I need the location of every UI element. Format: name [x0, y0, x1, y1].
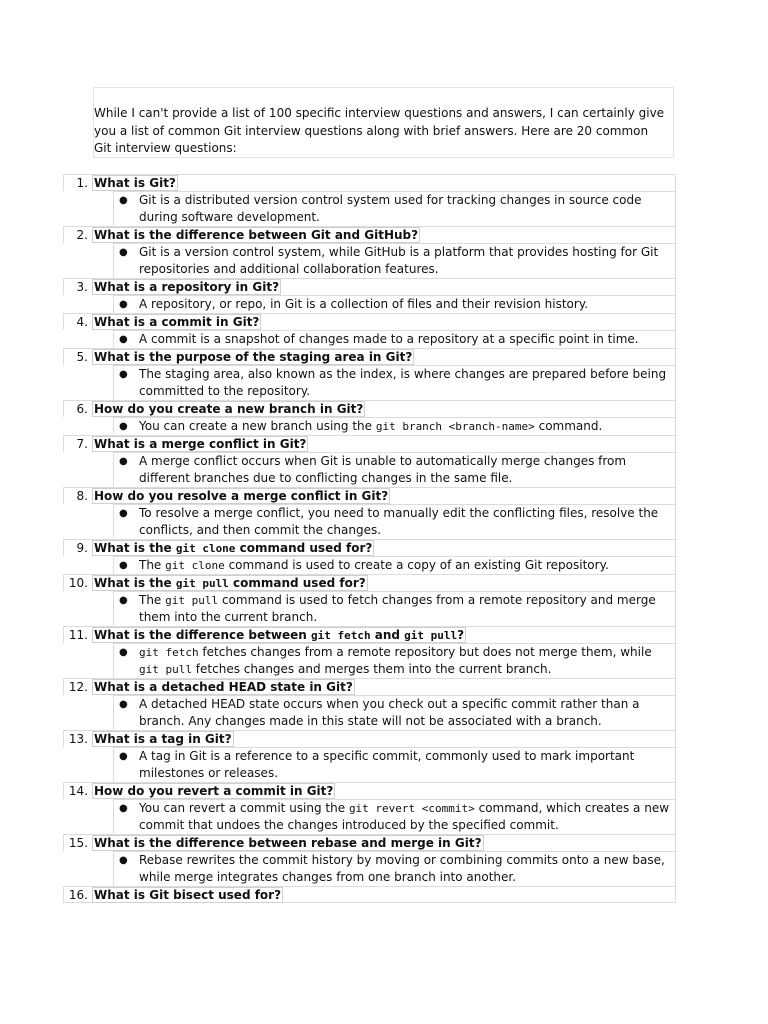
question-number: 14.	[68, 784, 88, 798]
inline-code: git fetch	[310, 629, 371, 642]
faq-answer	[113, 330, 676, 348]
question-text: How do you revert a commit in Git?	[94, 784, 334, 798]
answer-text: The git pull command is used to fetch changes from a remote repository and merge them into the current branch.	[139, 593, 656, 625]
answer-text: You can revert a commit using the git revert <commit> command, which creates a new commit that undoes the changes introduced by the specified commit.	[139, 801, 670, 833]
question-text: How do you resolve a merge conflict in Git?	[94, 489, 389, 503]
inline-code: git clone	[175, 542, 236, 555]
bullet-icon: ●	[119, 560, 128, 571]
question-text: What is a detached HEAD state in Git?	[94, 680, 353, 694]
question-number: 9.	[76, 541, 88, 555]
question-text: What is Git?	[94, 176, 176, 190]
answer-text: Rebase rewrites the commit history by moving or combining commits onto a new base, while merge integrates changes from one branch into another.	[139, 853, 665, 885]
faq-answer	[113, 365, 676, 400]
question-text: What is the git clone command used for?	[94, 541, 373, 555]
intro-text: While I can't provide a list of 100 specific interview questions and answers, I can certainly give you a list of common Git interview questions along with brief answers. Here are 20 common Git interview questions:	[94, 106, 665, 155]
bullet-icon: ●	[119, 803, 128, 814]
question-number: 10.	[68, 576, 88, 590]
bullet-icon: ●	[119, 299, 128, 310]
faq-answer	[113, 747, 676, 782]
answer-text: Git is a distributed version control system used for tracking changes in source code during software development.	[139, 193, 642, 225]
answer-text: You can create a new branch using the git branch <branch-name> command.	[139, 419, 603, 433]
answer-text: A tag in Git is a reference to a specific commit, commonly used to mark important milestones or releases.	[139, 749, 635, 781]
faq-question	[63, 400, 676, 417]
inline-code: git pull	[165, 594, 219, 607]
faq-answer	[113, 191, 676, 226]
inline-code: git pull	[404, 629, 458, 642]
faq-answer	[113, 295, 676, 313]
faq-question	[63, 313, 676, 330]
answer-text: A commit is a snapshot of changes made to a repository at a specific point in time.	[139, 332, 639, 346]
question-text: What is the purpose of the staging area in Git?	[94, 350, 413, 364]
faq-question	[63, 226, 676, 243]
question-number: 12.	[68, 680, 88, 694]
faq-answer	[113, 504, 676, 539]
faq-question	[63, 348, 676, 365]
bullet-icon: ●	[119, 751, 128, 762]
question-number: 16.	[68, 888, 88, 902]
bullet-icon: ●	[119, 369, 128, 380]
faq-question	[63, 487, 676, 504]
faq-answer	[113, 243, 676, 278]
bullet-icon: ●	[119, 247, 128, 258]
question-text: What is the difference between Git and GitHub?	[94, 228, 419, 242]
question-text: What is the git pull command used for?	[94, 576, 366, 590]
faq-answer	[113, 643, 676, 678]
bullet-icon: ●	[119, 855, 128, 866]
question-number: 8.	[76, 489, 88, 503]
question-number: 13.	[68, 732, 88, 746]
bullet-icon: ●	[119, 195, 128, 206]
bullet-icon: ●	[119, 595, 128, 606]
bullet-icon: ●	[119, 456, 128, 467]
bullet-icon: ●	[119, 647, 128, 658]
question-text: How do you create a new branch in Git?	[94, 402, 364, 416]
question-text: What is the difference between git fetch and git pull?	[94, 628, 465, 642]
faq-question	[63, 886, 676, 903]
answer-text: To resolve a merge conflict, you need to manually edit the conflicting files, resolve the conflicts, and then commit the changes.	[139, 506, 659, 538]
faq-answer	[113, 851, 676, 886]
answer-text: A detached HEAD state occurs when you check out a specific commit rather than a branch. Any changes made in this state will not be associated with a branch.	[139, 697, 640, 729]
question-number: 3.	[76, 280, 88, 294]
question-number: 7.	[76, 437, 88, 451]
intro-paragraph	[93, 87, 674, 158]
faq-question	[63, 678, 676, 695]
question-number: 11.	[68, 628, 88, 642]
faq-answer	[113, 799, 676, 834]
faq-answer	[113, 695, 676, 730]
question-text: What is a repository in Git?	[94, 280, 280, 294]
faq-question	[63, 834, 676, 851]
question-number: 4.	[76, 315, 88, 329]
question-text: What is the difference between rebase and merge in Git?	[94, 836, 482, 850]
faq-answer	[113, 417, 676, 435]
faq-answer	[113, 556, 676, 574]
faq-question	[63, 782, 676, 799]
faq-question	[63, 539, 676, 556]
faq-question	[63, 574, 676, 591]
inline-code: git clone	[165, 559, 225, 572]
bullet-icon: ●	[119, 699, 128, 710]
question-number: 6.	[76, 402, 88, 416]
bullet-icon: ●	[119, 334, 128, 345]
faq-answer	[113, 452, 676, 487]
inline-code: git pull	[139, 663, 192, 677]
faq-question	[63, 626, 676, 643]
faq-answer	[113, 591, 676, 626]
answer-text: A repository, or repo, in Git is a collection of files and their revision history.	[139, 297, 589, 311]
question-text: What is a commit in Git?	[94, 315, 260, 329]
question-number: 5.	[76, 350, 88, 364]
question-text: What is a tag in Git?	[94, 732, 232, 746]
question-number: 1.	[76, 176, 88, 190]
faq-question	[63, 730, 676, 747]
inline-code: git fetch	[139, 646, 199, 659]
answer-text: A merge conflict occurs when Git is unable to automatically merge changes from different branches due to conflicting changes in the same file.	[139, 454, 627, 486]
faq-question	[63, 278, 676, 295]
faq-question	[63, 435, 676, 452]
faq-list	[63, 174, 676, 903]
answer-text: Git is a version control system, while GitHub is a platform that provides hosting for Git repositories and additional collaboration features.	[139, 245, 659, 277]
faq-question	[63, 174, 676, 191]
answer-text: The git clone command is used to create a copy of an existing Git repository.	[139, 558, 609, 572]
bullet-icon: ●	[119, 421, 128, 432]
inline-code: git branch <branch-name>	[375, 420, 535, 433]
answer-text: The staging area, also known as the index, is where changes are prepared before being committed to the repository.	[139, 367, 667, 399]
question-text: What is a merge conflict in Git?	[94, 437, 307, 451]
inline-code: git revert <commit>	[348, 802, 475, 815]
question-number: 15.	[68, 836, 88, 850]
question-number: 2.	[76, 228, 88, 242]
bullet-icon: ●	[119, 508, 128, 519]
inline-code: git pull	[175, 577, 229, 590]
question-text: What is Git bisect used for?	[94, 888, 282, 902]
answer-text: git fetch fetches changes from a remote repository but does not merge them, while git pull fetches changes and merges them into the current branch.	[139, 645, 652, 677]
